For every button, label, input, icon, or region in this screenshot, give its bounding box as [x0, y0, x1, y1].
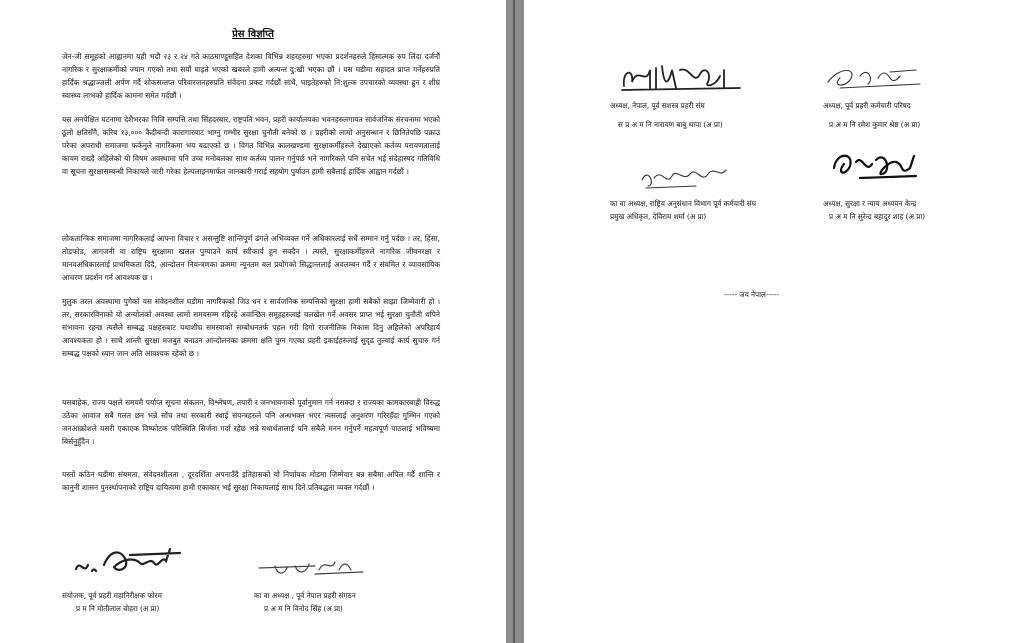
signatory-name: स प्र अ म नि नारायण बाबु थापा (अ प्रा) [618, 120, 723, 129]
document-page-1 [0, 0, 506, 643]
signatory-right-4 [823, 197, 925, 223]
signatory-right-1 [610, 99, 723, 131]
signatory-title: संयोजक, पूर्व प्रहरी महानिरीक्षक फोरम [62, 591, 162, 600]
signature-image-6 [830, 146, 920, 188]
signatory-name: प्र अ म नि सुरेन्द्र बहादुर शाह (अ प्रा) [829, 212, 925, 221]
document-page-2 [524, 0, 1024, 643]
paragraph-3: लोकतान्त्रिक समाजमा नागरिकलाई आफ्ना विचार र असन्तुष्टि शान्तिपूर्ण ढंगले अभिव्यक्त गर्ने अधिकारलाई सधैं सम्मान गर्नु पर्दछ । तर, हिंसा, तोडफोड, आगजनी वा राष्ट्रिय सुरक्षामा खलल पुग्याउने कार्य स्वीकार्य हुन सक्दैन । त्यस्तै, सुरक्षाकर्मीहरुले नागरिक जीवनरक्षा र मानवअधिकारलाई प्राथमिकता दिंदै, आन्दोलन नियन्त्रणका क्रममा न्यूनतम बल प्रयोगको सिद्धान्तलाई अवलम्बन गर्दै र संयमित र व्यावसायिक आचरण प्रदर्शन गर्न आवश्यक छ । [62, 234, 440, 282]
signatory-left-1 [62, 589, 162, 615]
signature-image-2 [255, 548, 365, 584]
page-gap [506, 0, 524, 643]
signatory-name: प्र अ म नि रमेश कुमार श्रेष्ठ (अ प्रा) [829, 120, 921, 129]
signatory-right-2 [823, 99, 920, 131]
signatory-left-2 [254, 589, 356, 615]
signatory-name: प्रमुख अधिकृत, देविराम शर्मा (अ प्रा) [610, 212, 707, 221]
paragraph-6: यस्तो कठिन घडीमा संयमता, संवेदनशीलता , दूरदर्शिता अपनाउँदै इतिहासको यो निर्णायक मोडमा जिम्मेवार बन्न सबैमा अपिल गर्दै शान्ति र कानुनी शासन पुनर्स्थापनाको राष्ट्रिय दायित्वमा हामी एकाकार भई सुरक्षा निकायलाई साथ दिने प्रतिबद्धता व्यक्त गर्दछौं । [62, 470, 440, 492]
signature-image-3 [620, 56, 745, 96]
signatory-right-3 [610, 197, 756, 223]
signatory-name: प्र म नि मोतीलाल बोहरा (अ प्रा) [76, 604, 160, 613]
paragraph-5: यसबाहेक, राज्य पक्षले समयमै पर्याप्त सूचना संकलन, विश्लेषण, तयारी र जनभावनाको पूर्वानुमान गर्न नसक्दा र राज्यका कामकारबाही विरुद्ध उठेका आवाज सबै गलत छन भन्ने सोंच तथा सरकारी स्थाई संयन्त्रहरुले पनि अन्धभक्त भएर त्यसलाई अनुशरण गरिरहँदा गुम्भिन गएको जनआक्रोशले यसरी एकाएक विष्फोटक परिस्थिति सिर्जना गर्दा रहेछ भन्ने यथार्थतालाई पनि सबैले मनन गर्नुपर्ने महत्वपूर्ण पाठलाई भविष्यमा बिर्सनुहुँदैन । [62, 398, 440, 446]
signatory-title: अध्यक्ष, नेपाल, पूर्व सशस्त्र प्रहरी संघ [610, 101, 705, 110]
signatory-title: का वा अध्यक्ष, राष्ट्रिय अनुसंधान विभाग पूर्व कर्मचारी संघ [610, 199, 757, 208]
closing-line: ----- जय नेपाल----- [724, 290, 779, 299]
signatory-title: का वा अध्यक्ष , पूर्व नेपाल प्रहरी संगठन [254, 591, 356, 600]
document-title: प्रेस विज्ञप्ति [232, 29, 274, 40]
paragraph-1: जेन-जी समूहको आह्वानमा यही भदौ २३ र २४ गते काठमाण्डूसहित देशका विभिन्न शहरहरुमा भएका प्रदर्शनहरुले हिंसात्मक रुप लिंदा दर्जनौं नागरिक र सुरक्षाकर्मीको ज्यान गएको तथा सयौं घाइते भएको खबरले हामी अत्यन्त दु:खी भएका छौं । यस घडीमा सहादत प्राप्त गर्नेहरुप्रति हार्दिक श्रद्धाञ्जली अर्पण गर्दै शोकसन्तप्त परिवारजनहरुप्रति संवेदना प्रकट गर्दछौं साथै, घाइतेहरुको नि:शुल्क उपचारको व्यवस्था हुन र शीघ्र स्वास्थ्य लाभको हार्दिक कामना समेत गर्दछौं । [62, 52, 440, 100]
signatory-title: अध्यक्ष, सुरक्षा र न्याय अध्ययन केन्द्र [823, 199, 917, 208]
signature-image-1 [70, 535, 190, 583]
signature-image-5 [636, 156, 736, 194]
signatory-title: अध्यक्ष, पूर्व प्रहरी कर्मचारी परिषद [823, 101, 911, 110]
paragraph-4: मुलुक तरल अवस्थामा पुगेको यस संवेदनशील घडीमा नागरिकको जिउ धन र सार्वजनिक सम्पत्तिको सुरक्षा हामी सबैको साझा जिम्मेवारी हो । तर, सरकारविनाको यो अन्योलको अवस्था लामो समयसम्म रहिरहे अवान्छित समूहहरुलाई चलखेल गर्ने अवसर प्राप्त भई सुरक्षा चुनौती थपिने संभावना रहन्छ त्यसैले सम्बद्ध पक्षहरुबाट यथाशीघ्र समस्याको सम्बोधनतर्फ पहल गरी दिगो राजनीतिक निकास दिनु अहिलेको अपरिहार्य आवश्यकता हो । साथै शान्ती सुरक्षा मजबुत बनाउन आन्दोलनका क्रममा क्षति पुग्न गएका प्रहरी इकाईहरुलाई सुदृढ तुल्याई कार्य सुचारु गर्न सम्बद्ध पक्षको ध्यान जान अति आवश्यक रहेको छ । [62, 297, 440, 358]
signatory-name: प्र अ म नि विनोद सिंह (अ प्रा) [264, 604, 343, 613]
signature-image-4 [820, 58, 930, 92]
paragraph-2: यस अनपेक्षित घटनामा देशैभरका निजि सम्पत्ति तथा सिंहदरबार, राष्ट्रपति भवन, प्रहरी कार्यालयका भवनहरुलगायत सार्वजनिक संरचनामा भएको ठूलो क्षतिसँगै, करिब १३,००० कैदीबन्दी कारागारबाट भाग्नु गम्भीर सुरक्षा चुनौती बनेको छ । प्रहरीको लामो अनुसन्धान र छिनितेपछि पक्राउ परेका अपराधी समाजमा फर्कनुले नागरिकमा भय बढाएको छ । विगत विभिन्न कालखण्डमा सुरक्षाकर्मीहरुले देखाएको कर्तव्य परायणतालाई कायम राख्दै अहिलेको यो विषम अवस्थामा पनि उच्च मनोबलका साथ कर्तव्य पालन गर्नुपर्छ भने नागरिकले पनि सचेत भई संदेहास्पद गतिविधि वा सूचना सुरक्षासम्बन्धी निकायले जारी गरेका हेल्पलाइनमार्फत जानकारी गराई सहयोग पुर्याउन हामी सबैलाई हार्दिक आह्वान गर्दछौं । [62, 115, 440, 176]
page-divider [513, 0, 515, 643]
